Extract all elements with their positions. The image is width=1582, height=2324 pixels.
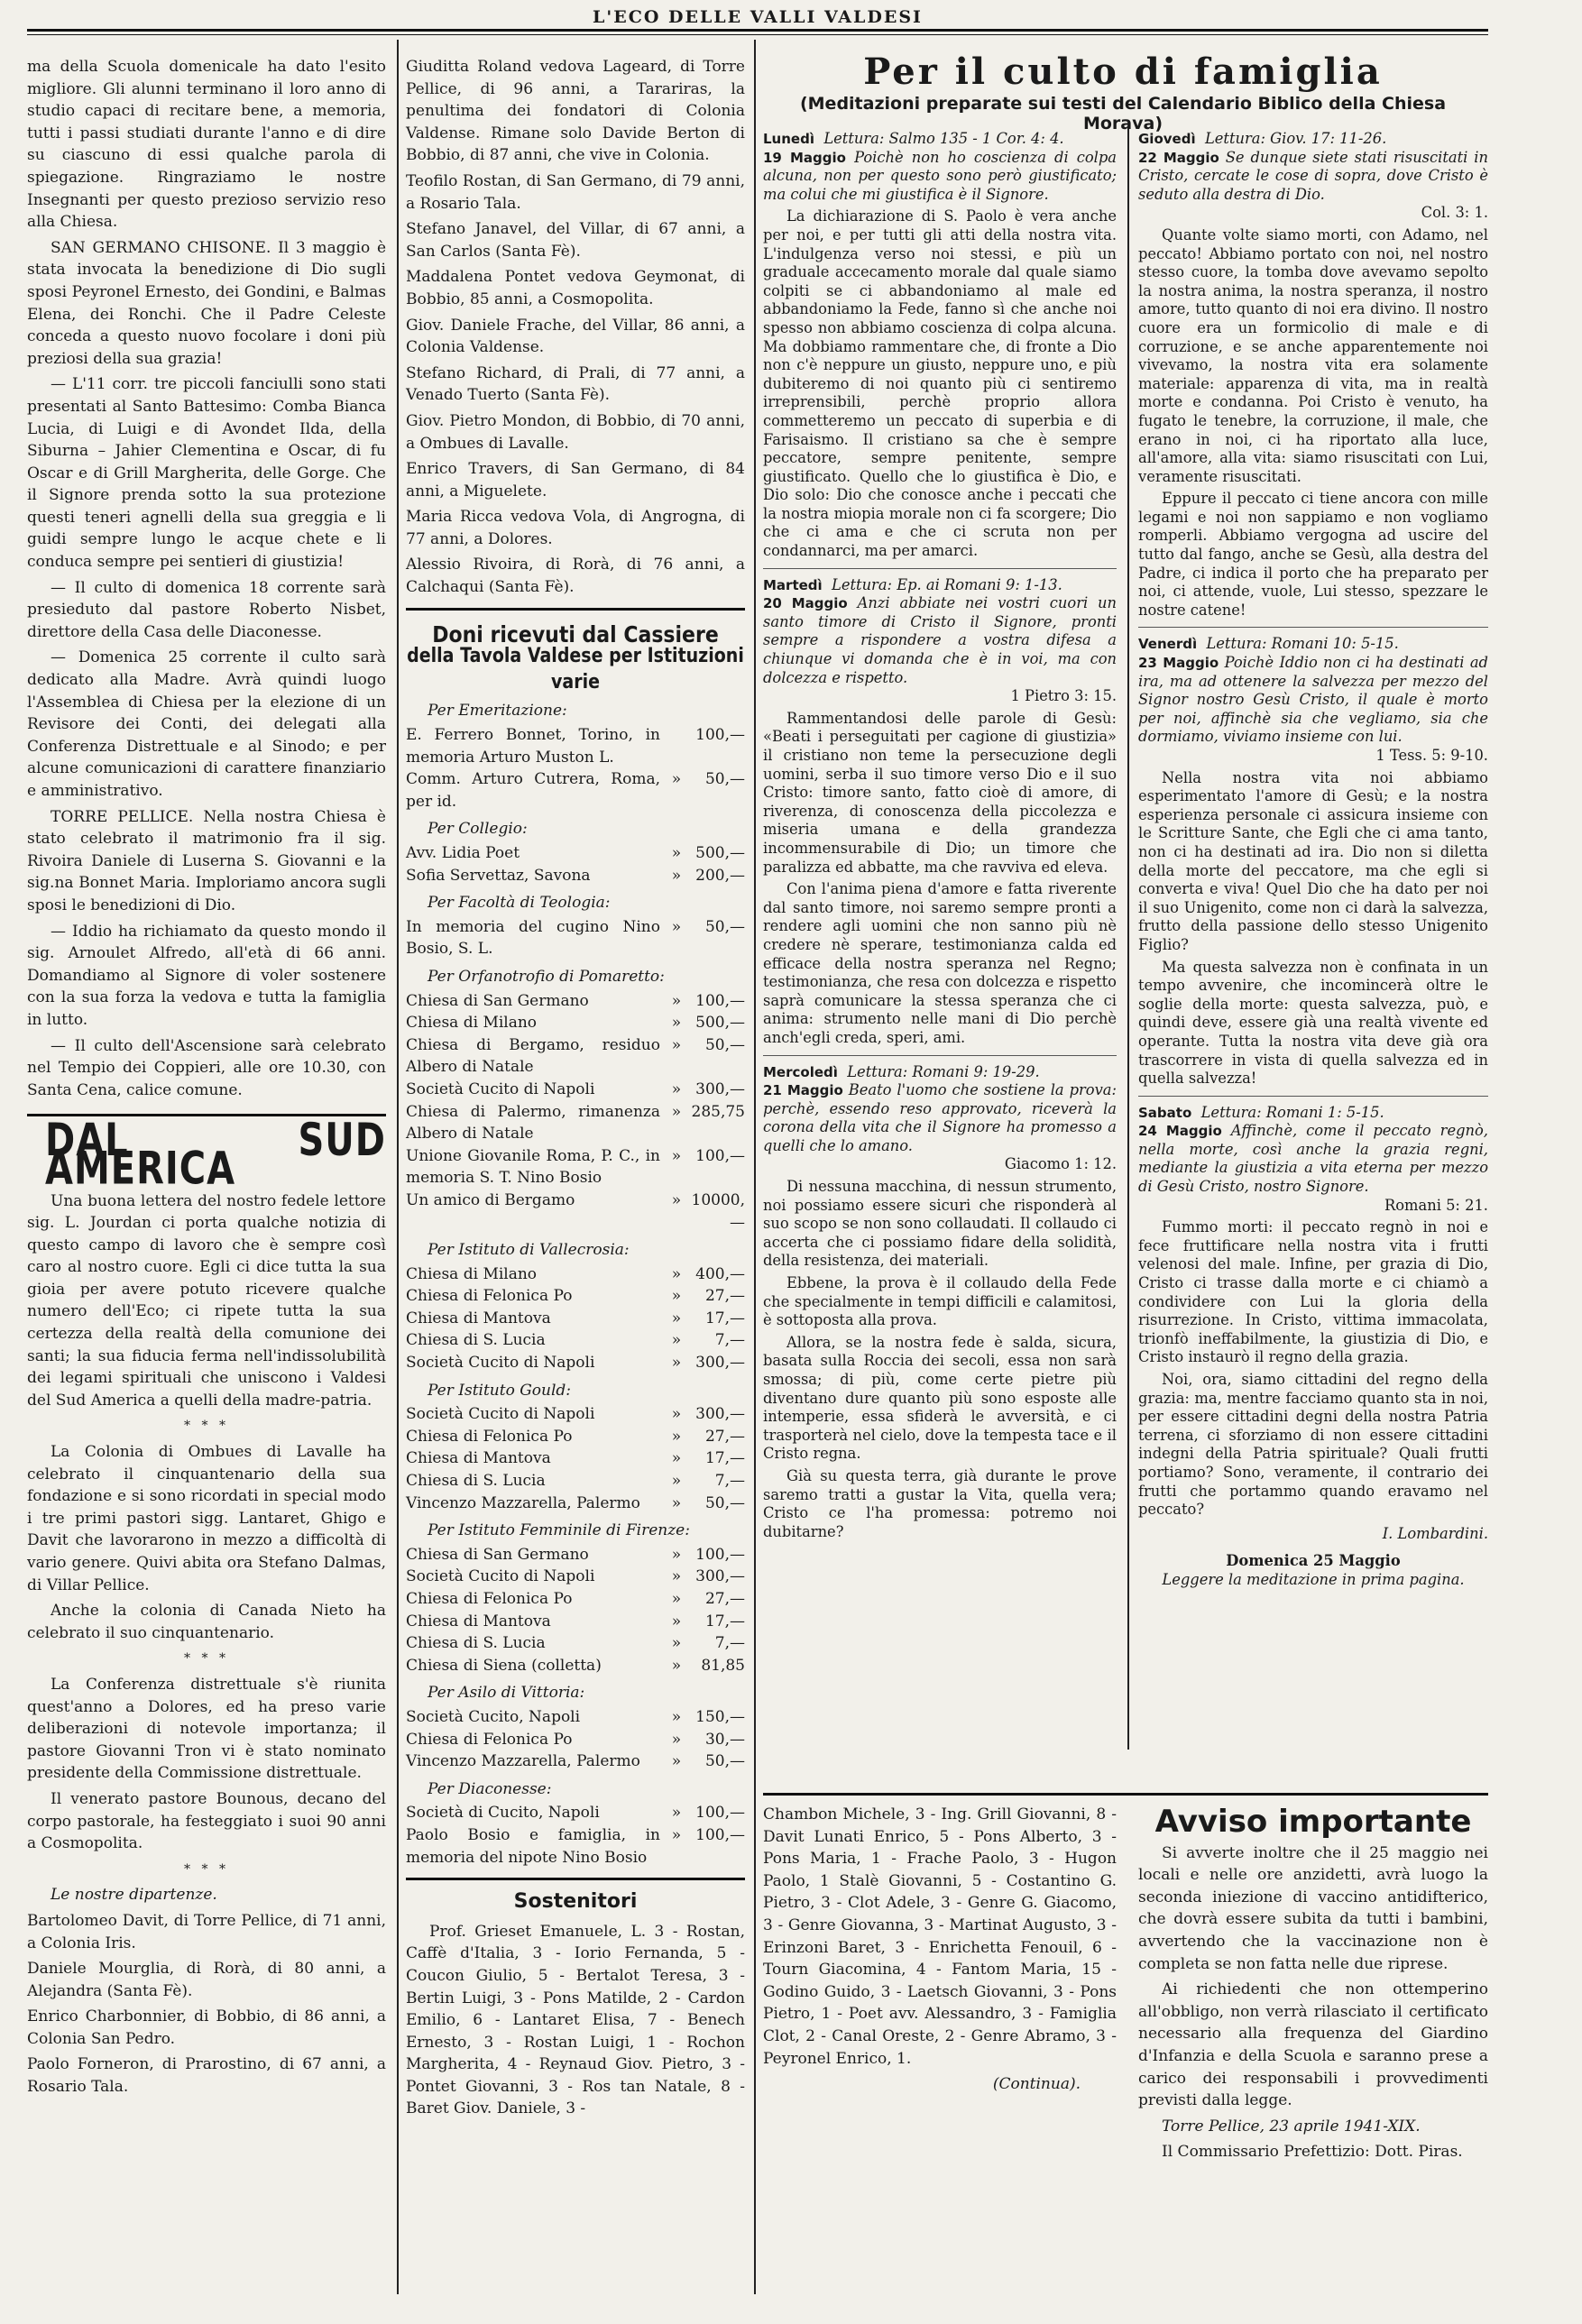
column-divider-1	[397, 40, 399, 2294]
masthead-rule-thin	[27, 34, 1488, 35]
donation-row	[406, 1190, 745, 1234]
ditto-mark: »	[671, 1707, 682, 1726]
donation-category: Per Diaconesse:	[428, 1779, 552, 1798]
bible-verse	[763, 149, 1117, 205]
donor-name: Chiesa di S. Lucia	[406, 1634, 546, 1653]
donations-subtitle: della Tavola Valdese per Istituzioni varie	[407, 644, 744, 694]
donor-name: Chiesa di Palermo, rimanenza Albero di Natale	[406, 1102, 660, 1144]
donor-name: Comm. Arturo Cutrera, Roma, per id.	[406, 770, 660, 811]
continued-note: (Continua).	[992, 2075, 1081, 2094]
donor-name: Società Cucito di Napoli	[406, 1405, 595, 1424]
departure-entry: Teofilo Rostan, di San Germano, di 79 anni, a Rosario Tala.	[406, 171, 745, 213]
day-name: Martedì	[763, 576, 823, 593]
ditto-mark: »	[671, 1287, 682, 1306]
supporters-text: Prof. Grieset Emanuele, L. 3 - Rostan, Caffè d'Italia, 3 - Iorio Fernanda, 5 - Coucon Giulio, 5 - Bertalot Teresa, 3 - Bertin Luigi, 3 - Pons Matilde, 2 - Cardon Emilio, 6 - Lantaret Elisa, 7 - Benech Ernesto, 3 - Rostan Luigi, 1 - Rochon Margherita, 4 - Reynaud Giov. Pietro, 3 - Pontet Giovanni, 3 - Ros tan Natale, 8 - Baret Giov. Daniele, 3 -	[406, 1922, 745, 2118]
reading-ref: Lettura: Romani 9: 19-29.	[847, 1062, 1040, 1080]
donation-row	[406, 1750, 745, 1773]
ditto-mark: »	[671, 1493, 682, 1512]
masthead-rule	[27, 29, 1488, 32]
ditto-mark: »	[671, 1014, 682, 1033]
donation-amount: 50,—	[704, 1493, 745, 1512]
ditto-mark: »	[671, 1354, 682, 1373]
bible-verse	[763, 1081, 1117, 1155]
donation-row	[406, 1403, 745, 1426]
day-separator	[1138, 627, 1488, 628]
author-signature: I. Lombardini.	[1382, 1524, 1488, 1542]
reading-ref: Lettura: Romani 10: 5-15.	[1206, 635, 1399, 653]
subsection-title: Le nostre dipartenze.	[51, 1886, 217, 1905]
donor-name: Società di Cucito, Napoli	[406, 1804, 600, 1823]
ditto-mark: »	[671, 1612, 682, 1630]
donation-row	[406, 1447, 745, 1470]
ditto-mark: »	[671, 1590, 682, 1608]
donation-row	[406, 1544, 745, 1566]
verse-reference: Col. 3: 1.	[1421, 204, 1488, 222]
donation-amount: 10000,—	[691, 1190, 745, 1232]
donation-row	[406, 1632, 745, 1655]
meditation-paragraph: Allora, se la nostra fede è salda, sicura, basata sulla Roccia dei secoli, essa non sarà smossa; di più, come certe pietre più diventano dure quanto più sono esposte alle intemperie, essa sfiderà le avversità, e ci trasporterà nel cielo, dove la tempesta tace e il Cristo regna.	[763, 1333, 1117, 1463]
meditation-header	[1138, 635, 1488, 654]
donor-name: Società Cucito di Napoli	[406, 1354, 595, 1373]
donation-amount: 17,—	[704, 1449, 745, 1468]
verse-reference: 1 Tess. 5: 9-10.	[1375, 747, 1488, 764]
donation-row	[406, 724, 745, 768]
news-paragraph: — Iddio ha richiamato da questo mondo il sig. Arnoulet Alfredo, all'età di 66 anni. Domandiamo al Signore di voler sostenere con la sua forza la vedova e tutta la famiglia in lutto.	[27, 922, 386, 1029]
donation-row	[406, 916, 745, 960]
donation-row	[406, 1101, 745, 1145]
ditto-mark: »	[671, 1804, 682, 1823]
family-worship-title: Per il culto di famiglia	[863, 51, 1383, 93]
donation-row	[406, 1012, 745, 1034]
donations-title: Doni ricevuti dal Cassiere	[432, 621, 719, 648]
ditto-mark: »	[671, 1634, 682, 1653]
meditation-paragraph: Con l'anima piena d'amore e fatta riverente dal santo timore, noi saremo sempre pronti a rendere agli uomini che non sanno più nè credere nè sperare, testimonianza calda ed efficace della nostra speranza nel Regno; testimonianza, che resa con dolcezza e rispetto saprà comunicare la stessa speranza che ci anima: strumento nelle mani di Dio perchè anch'egli creda, speri, ami.	[763, 880, 1117, 1046]
donor-name: Chiesa di Mantova	[406, 1449, 551, 1468]
meditation-paragraph: Di nessuna macchina, di nessun strumento, noi possiamo essere sicuri che risponderà al suo scopo se non sono collaudati. Il collaudo ci accerta che ci possiamo fidare della solidità, della resistenza, dei materiali.	[763, 1178, 1117, 1270]
donation-row	[406, 1824, 745, 1869]
donation-category: Per Istituto di Vallecrosia:	[428, 1241, 630, 1260]
donor-name: Chiesa di Milano	[406, 1014, 538, 1033]
donation-amount: 300,—	[695, 1567, 745, 1586]
donation-row	[406, 865, 745, 887]
donor-name: Società Cucito di Napoli	[406, 1079, 595, 1098]
donation-category: Per Orfanotrofio di Pomaretto:	[428, 967, 665, 986]
departure-entry: Maddalena Pontet vedova Geymonat, di Bobbio, 85 anni, a Cosmopolita.	[406, 268, 745, 308]
meditation-paragraph: Fummo morti: il peccato regnò in noi e fece fruttificare nella nostra vita i frutti velenosi del male. Infine, per grazia di Dio, Cristo ci trasse dalla morte e ci chiamò a condividere con Lui la gloria della risurrezione. In Cristo, vittima immacolata, trionfò ineffabilmente, la giustizia di Dio, e Cristo instaurò il regno della grazia.	[1138, 1218, 1488, 1366]
donation-category: Per Asilo di Vittoria:	[428, 1684, 585, 1703]
donor-name: Vincenzo Mazzarella, Palermo	[406, 1493, 640, 1512]
donation-amount: 150,—	[695, 1707, 745, 1726]
donor-name: In memoria del cugino Nino Bosio, S. L.	[406, 917, 660, 959]
donation-row	[406, 1263, 745, 1286]
supporters-text: Chambon Michele, 3 - Ing. Grill Giovanni, 8 - Davit Lunati Enrico, 5 - Pons Alberto, 3 - Pons Maria, 1 - Frache Paolo, 3 - Hugon Paolo, 1 Stalè Giovanni, 5 - Costantino G. Pietro, 3 - Clot Adele, 3 - Genre G. Giacomo, 3 - Genre Giovanna, 3 - Martinat Augusto, 3 - Erinzoni Baret, 3 - Enrichetta Fenouil, 6 - Tourn Giacomina, 4 - Fantom Maria, 15 - Godino Guido, 3 - Laetsch Giovanni, 3 - Pons Pietro, 1 - Poet avv. Alessandro, 3 - Famiglia Clot, 2 - Canal Oreste, 2 - Genre Abramo, 3 - Peyronel Enrico, 1.	[763, 1805, 1117, 2068]
column-4	[1138, 123, 1488, 1590]
donation-amount: 50,—	[704, 1752, 745, 1771]
donation-amount: 285,75	[691, 1102, 745, 1121]
day-date: 20 Maggio	[763, 595, 848, 612]
ditto-mark: »	[671, 1190, 682, 1209]
ditto-mark: »	[671, 1146, 682, 1165]
donation-row	[406, 1470, 745, 1493]
meditation-header	[1138, 1104, 1488, 1123]
ditto-mark: »	[671, 1405, 682, 1424]
day-date: 23 Maggio	[1138, 655, 1219, 672]
donor-name: Società Cucito di Napoli	[406, 1567, 595, 1586]
donation-amount: 300,—	[695, 1405, 745, 1424]
donor-name: Chiesa di San Germano	[406, 1545, 589, 1564]
day-separator	[763, 568, 1117, 569]
donation-amount: 100,—	[695, 1545, 745, 1564]
day-name: Sabato	[1138, 1104, 1192, 1121]
donor-name: Chiesa di Milano	[406, 1264, 538, 1283]
notice-signer: Il Commissario Prefettizio: Dott. Piras.	[1162, 2143, 1463, 2162]
departure-entry: Enrico Travers, di San Germano, di 84 anni, a Miguelete.	[406, 460, 745, 501]
column-3	[763, 123, 1117, 1545]
news-paragraph: Il venerato pastore Bounous, decano del corpo pastorale, ha festeggiato i suoi 90 anni a Cosmopolita.	[27, 1789, 386, 1853]
donor-name: Chiesa di S. Lucia	[406, 1331, 546, 1350]
meditation-day	[763, 1063, 1117, 1542]
ditto-mark: »	[671, 1752, 682, 1771]
day-date: 22 Maggio	[1138, 149, 1219, 166]
donation-amount: 300,—	[695, 1079, 745, 1098]
donor-name: Sofia Servettaz, Savona	[406, 866, 591, 885]
donation-amount: 100,—	[695, 1825, 745, 1844]
donor-name: Avv. Lidia Poet	[406, 844, 520, 862]
donation-amount: 30,—	[704, 1730, 745, 1749]
donor-name: Chiesa di Siena (colletta)	[406, 1656, 602, 1675]
donation-row	[406, 1493, 745, 1515]
donor-name: Un amico di Bergamo	[406, 1190, 575, 1209]
departure-entry: Paolo Forneron, di Prarostino, di 67 anni, a Rosario Tala.	[27, 2055, 386, 2097]
departure-entry: Bartolomeo Davit, di Torre Pellice, di 71 anni, a Colonia Iris.	[27, 1911, 386, 1952]
departure-entry: Stefano Janavel, del Villar, di 67 anni, a San Carlos (Santa Fè).	[406, 220, 745, 261]
meditation-day	[763, 576, 1117, 1048]
departure-entry: Alessio Rivoira, di Rorà, di 76 anni, a Calchaqui (Santa Fè).	[406, 556, 745, 597]
meditation-day	[1138, 130, 1488, 620]
news-paragraph: — Il culto di domenica 18 corrente sarà presieduto dal pastore Roberto Nisbet, direttore della Casa delle Diaconesse.	[27, 578, 386, 641]
meditation-day	[1138, 1104, 1488, 1520]
bible-verse	[1138, 1122, 1488, 1196]
sunday-note: Leggere la meditazione in prima pagina.	[1162, 1570, 1465, 1588]
donor-name: Unione Giovanile Roma, P. C., in memoria S. T. Nino Bosio	[406, 1146, 660, 1188]
news-paragraph: — L'11 corr. tre piccoli fanciulli sono stati presentati al Santo Battesimo: Comba Bianca Lucia, di Luigi e di Avondet Ilda, della Siburna – Jahier Clementina e Oscar, di fu Oscar e di Grill Margherita, delle Gorge. Che il Signore prenda sotto la sua protezione questi teneri agnelli della sua greggia e li guidi sempre lungo le acque chete e li conduca sempre pei sentieri di giustizia!	[27, 375, 386, 572]
supporters-continued	[763, 1804, 1117, 2096]
meditation-header	[763, 576, 1117, 595]
meditation-header	[763, 130, 1117, 149]
donation-amount: 100,—	[695, 991, 745, 1010]
news-paragraph: Una buona lettera del nostro fedele lettore sig. L. Jourdan ci porta qualche notizia di questo campo di lavoro che è sempre così caro al nostro cuore. Egli ci dice tutta la sua gioia per avere potuto ricevere qualche numero dell'Eco; ci ripete tutta la sua certezza della realtà della comunione dei santi; la sua fiducia ferma nell'indissolubilità dei legami spirituali che uniscono i Valdesi del Sud America a quelli della madre-patria.	[27, 1191, 386, 1410]
donor-name: Società Cucito, Napoli	[406, 1707, 581, 1726]
verse-text: Poichè Iddio non ci ha destinati ad ira, ma ad ottenere la salvezza per mezzo del Signor nostro Gesù Cristo, il quale è morto per noi, affinchè sia che vegliamo, sia che dormiamo, viviamo insieme con lui.	[1138, 654, 1488, 746]
ditto-mark: »	[671, 1079, 682, 1098]
verse-text: Affinchè, come il peccato regnò, nella morte, così anche la grazia regni, mediante la giustizia a vita eterna per mezzo di Gesù Cristo, nostro Signore.	[1138, 1122, 1488, 1196]
donation-amount: 81,85	[701, 1656, 745, 1675]
news-paragraph: SAN GERMANO CHISONE. Il 3 maggio è stata invocata la benedizione di Dio sugli sposi Peyronel Ernesto, dei Gondini, e Balmas Elena, dei Ronchi. Che il Padre Celeste conceda a questo nuovo focolare i doni più preziosi della sua grazia!	[27, 238, 386, 368]
donation-amount: 100,—	[695, 1804, 745, 1823]
donation-category: Per Istituto Femminile di Firenze:	[428, 1521, 690, 1540]
day-name: Lunedì	[763, 131, 814, 147]
notice-paragraph: Si avverte inoltre che il 25 maggio nei locali e nelle ore anzidetti, avrà luogo la seconda iniezione di vaccino antidifterico, che dovrà essere subita da tutti i bambini, avvertendo che la vaccinazione non è completa se non fatta nelle due riprese.	[1138, 1843, 1488, 1973]
separator-stars: * * *	[184, 1861, 229, 1877]
notice-paragraph: Ai richiedenti che non ottemperino all'obbligo, non verrà rilasciato il certificato necessario alla frequenza del Giardino d'Infanzia e della Scuola e saranno prese a carico dei responsabili i provvedimenti previsti dalla legge.	[1138, 1980, 1488, 2110]
separator-stars: * * *	[184, 1651, 229, 1667]
newspaper-masthead: L'ECO DELLE VALLI VALDESI	[593, 7, 923, 27]
ditto-mark: »	[671, 844, 682, 862]
meditation-day	[763, 130, 1117, 561]
ditto-mark: »	[671, 991, 682, 1010]
verse-text: Beato l'uomo che sostiene la prova: perchè, essendo reso approvato, riceverà la corona della vita che il Signore ha promesso a quelli che lo amano.	[763, 1081, 1117, 1154]
section-rule	[763, 1793, 1488, 1796]
donation-row	[406, 1079, 745, 1101]
meditation-day	[1138, 635, 1488, 1088]
ditto-mark: »	[671, 1035, 682, 1054]
donor-name: Chiesa di Felonica Po	[406, 1590, 573, 1608]
ditto-mark: »	[671, 1309, 682, 1327]
donation-amount: 27,—	[704, 1287, 745, 1306]
reading-ref: Lettura: Salmo 135 - 1 Cor. 4: 4.	[823, 130, 1064, 147]
donations-list	[406, 700, 745, 1869]
separator-stars: * * *	[184, 1419, 229, 1434]
ditto-mark: »	[671, 770, 682, 789]
section-rule	[406, 608, 745, 611]
donor-name: E. Ferrero Bonnet, Torino, in memoria Arturo Muston L.	[406, 726, 660, 767]
sunday-title: Domenica 25 Maggio	[1226, 1552, 1401, 1570]
news-paragraph: — Domenica 25 corrente il culto sarà dedicato alla Madre. Avrà quindi luogo l'Assemblea di Chiesa per la elezione di un Revisore dei Conti, dei delegati alla Conferenza Distrettuale e al Sinodo; e per alcune comunicazioni di carattere finanziario e amministrativo.	[27, 648, 386, 800]
bible-verse	[1138, 654, 1488, 747]
notice-date: Torre Pellice, 23 aprile 1941-XIX.	[1162, 2117, 1421, 2136]
donation-amount: 27,—	[704, 1590, 745, 1608]
departure-entry: Giov. Pietro Mondon, di Bobbio, di 70 anni, a Ombues di Lavalle.	[406, 411, 745, 453]
day-name: Venerdì	[1138, 636, 1198, 653]
donation-amount: 17,—	[704, 1309, 745, 1327]
donation-amount: 50,—	[704, 917, 745, 936]
donation-row	[406, 1329, 745, 1352]
meditation-paragraph: Rammentandosi delle parole di Gesù: «Beati i perseguitati per cagione di giustizia» il cristiano non teme la persecuzione degli uomini, serba il suo timore verso Dio e il suo Cristo: timore santo, fatto cioè di amore, di riverenza, di conoscenza della piccolezza e miseria umana e della grandezza incommensurabile di Dio; un timore che paralizza ed abbatte, ma che ravviva ed eleva.	[763, 709, 1117, 876]
donation-row	[406, 1034, 745, 1079]
donation-row	[406, 1352, 745, 1374]
day-separator	[763, 1055, 1117, 1056]
donation-row	[406, 990, 745, 1013]
notice-title: Avviso importante	[1154, 1804, 1472, 1840]
verse-reference: Romani 5: 21.	[1384, 1196, 1488, 1214]
donation-category: Per Emeritazione:	[428, 702, 567, 721]
bible-verse	[1138, 149, 1488, 205]
departure-entry: Daniele Mourglia, di Rorà, di 80 anni, a Alejandra (Santa Fè).	[27, 1960, 386, 2000]
departure-entry: Giuditta Roland vedova Lageard, di Torre Pellice, di 96 anni, a Tarariras, la penultima dei fondatori di Colonia Valdense. Rimane solo Davide Berton di Bobbio, di 87 anni, che vive in Colonia.	[406, 58, 745, 165]
donation-row	[406, 1802, 745, 1824]
meditation-paragraph: Ebbene, la prova è il collaudo della Fede che specialmente in tempi difficili e calamitosi, è sottoposta alla prova.	[763, 1274, 1117, 1329]
reading-ref: Lettura: Ep. ai Romani 9: 1-13.	[832, 575, 1062, 593]
donation-amount: 500,—	[695, 1014, 745, 1033]
donor-name: Chiesa di Mantova	[406, 1612, 551, 1630]
ditto-mark: »	[671, 1825, 682, 1844]
ditto-mark: »	[671, 917, 682, 936]
meditation-paragraph: La dichiarazione di S. Paolo è vera anche per noi, e per tutti gli atti della nostra vita. L'indulgenza verso noi stessi, e più un graduale accecamento morale dal quale siamo colpiti se ci abbandoniamo al male ed abbandoniamo la Fede, fanno sì che anche noi spesso non abbiamo coscienza di colpa alcuna. Ma dobbiamo rammentare che, di fronte a Dio non c'è neppure un giusto, neppure uno, e più dubiteremo di noi quanto più ci sentiremo irreprensibili, perchè proprio allora commetteremo un peccato di superbia e di Farisaismo. Il cristiano sa che è sempre peccatore, sempre penitente, sempre giustificato. Quello che lo giustifica è Dio, e Dio solo: Dio che conosce anche i peccati che la nostra miopia morale non ci fa scorgere; Dio che ci ama e che ci scruta non per condannarci, ma per amarci.	[763, 207, 1117, 560]
departure-entry: Maria Ricca vedova Vola, di Angrogna, di 77 anni, a Dolores.	[406, 508, 745, 548]
donation-row	[406, 1566, 745, 1588]
column-2	[406, 56, 745, 2124]
departure-entry: Enrico Charbonnier, di Bobbio, di 86 anni, a Colonia San Pedro.	[27, 2007, 386, 2048]
ditto-mark: »	[671, 1449, 682, 1468]
bible-verse	[763, 594, 1117, 687]
verse-text: Poichè non ho coscienza di colpa alcuna, non per questo sono però giustificato; ma colui che mi giustifica è il Signore.	[763, 148, 1117, 203]
donation-row	[406, 1706, 745, 1729]
ditto-mark: »	[671, 1427, 682, 1446]
donation-amount: 7,—	[714, 1331, 745, 1350]
supporters-title: Sostenitori	[513, 1890, 638, 1914]
ditto-mark: »	[671, 1656, 682, 1675]
reading-ref: Lettura: Romani 1: 5-15.	[1200, 1103, 1384, 1121]
column-divider-2	[754, 40, 756, 2294]
donor-name: Chiesa di San Germano	[406, 991, 589, 1010]
donation-amount: 17,—	[704, 1612, 745, 1630]
day-date: 21 Maggio	[763, 1082, 843, 1099]
donor-name: Vincenzo Mazzarella, Palermo	[406, 1752, 640, 1771]
donation-amount: 100,—	[695, 726, 745, 745]
day-name: Mercoledì	[763, 1063, 838, 1080]
donor-name: Chiesa di Felonica Po	[406, 1427, 573, 1446]
verse-text: Anzi abbiate nei vostri cuori un santo timore di Cristo il Signore, pronti sempre a rispondere a vostra difesa a chiunque vi domanda che è in voi, ma con dolcezza e rispetto.	[763, 594, 1117, 686]
ditto-mark: »	[671, 1264, 682, 1283]
donor-name: Chiesa di Bergamo, residuo Albero di Natale	[406, 1035, 660, 1077]
news-paragraph: ma della Scuola domenicale ha dato l'esito migliore. Gli alunni terminano il loro anno di studio capaci di recitare bene, a memoria, tutti i passi studiati durante l'anno e di dire su ciascuno di essi qualche parola di spiegazione. Ringraziamo le nostre Insegnanti per questo prezioso servizio reso alla Chiesa.	[27, 58, 386, 232]
donation-amount: 400,—	[695, 1264, 745, 1283]
donation-category: Per Istituto Gould:	[428, 1381, 572, 1400]
news-paragraph: Anche la colonia di Canada Nieto ha celebrato il suo cinquantenario.	[27, 1602, 386, 1642]
news-paragraph: TORRE PELLICE. Nella nostra Chiesa è stato celebrato il matrimonio fra il sig. Rivoira Daniele di Luserna S. Giovanni e la sig.na Bonnet Maria. Imploriamo ancora sugli sposi le benedizioni di Dio.	[27, 807, 386, 914]
ditto-mark: »	[671, 1730, 682, 1749]
departure-entry: Stefano Richard, di Prali, di 77 anni, a Venado Tuerto (Santa Fè).	[406, 363, 745, 405]
ditto-mark: »	[671, 1331, 682, 1350]
donation-row	[406, 1308, 745, 1330]
donor-name: Chiesa di Mantova	[406, 1309, 551, 1327]
column-1	[27, 56, 386, 2102]
donation-amount: 50,—	[704, 770, 745, 789]
news-paragraph: La Conferenza distrettuale s'è riunita quest'anno a Dolores, ed ha preso varie deliberazioni di notevole importanza; il pastore Giovanni Tron vi è stato nominato presidente della Commissione distrettuale.	[27, 1675, 386, 1783]
donation-amount: 500,—	[695, 844, 745, 862]
donation-amount: 300,—	[695, 1354, 745, 1373]
verse-text: Se dunque siete stati risuscitati in Cristo, cercate le cose di sopra, dove Cristo è seduto alla destra di Dio.	[1138, 148, 1488, 203]
day-date: 19 Maggio	[763, 149, 846, 166]
notice-box	[1138, 1804, 1488, 2167]
meditation-paragraph: Già su questa terra, già durante le prove saremo tratti a gustar la Vita, quella vera; Cristo ce l'ha promessa: potremo noi dubitarne?	[763, 1466, 1117, 1540]
donation-row	[406, 1729, 745, 1751]
donation-category: Per Facoltà di Teologia:	[428, 894, 611, 913]
donor-name: Chiesa di Felonica Po	[406, 1730, 573, 1749]
donation-row	[406, 1285, 745, 1308]
meditation-paragraph: Quante volte siamo morti, con Adamo, nel peccato! Abbiamo portato con noi, nel nostro stesso cuore, la tomba dove avevamo sepolto la nostra anima, la nostra speranza, il nostro amore, tutto quanto di noi era divino. Il nostro cuore era un formicolio di male e di corruzione, e se anche apparentemente noi vivevamo, la nostra vita era solamente materiale: apparenza di vita, ma in realtà morte e condanna. Poi Cristo è venuto, ha fugato le tenebre, la corruzione, il male, che erano in noi, ci ha riportato alla luce, all'amore, alla vita: siamo risuscitati con Lui, veramente risuscitati.	[1138, 225, 1488, 485]
donation-row	[406, 1611, 745, 1633]
donor-name: Chiesa di Felonica Po	[406, 1287, 573, 1306]
ditto-mark: »	[671, 1102, 682, 1121]
reading-ref: Lettura: Giov. 17: 11-26.	[1204, 130, 1387, 147]
donation-amount: 100,—	[695, 1146, 745, 1165]
donation-category: Per Collegio:	[428, 820, 528, 839]
meditation-paragraph: Noi, ora, siamo cittadini del regno della grazia: ma, mentre facciamo quanto sta in noi, per essere cittadini degni della nostra Patria terrena, ci sforziamo di non essere cittadini indegni della Patria spirituale? Quali frutti portiamo? Sono, veramente, il contrario dei frutti che portammo quando eravamo nel peccato?	[1138, 1371, 1488, 1519]
ditto-mark	[666, 724, 687, 768]
verse-reference: 1 Pietro 3: 15.	[1010, 687, 1117, 705]
ditto-mark: »	[671, 1472, 682, 1491]
departure-entry: Giov. Daniele Frache, del Villar, 86 anni, a Colonia Valdense.	[406, 316, 745, 357]
section-rule	[406, 1878, 745, 1880]
news-paragraph: — Il culto dell'Ascensione sarà celebrato nel Tempio dei Coppieri, alle ore 10.30, con Santa Cena, calice comune.	[27, 1036, 386, 1099]
donation-amount: 50,—	[704, 1035, 745, 1054]
donor-name: Paolo Bosio e famiglia, in memoria del nipote Nino Bosio	[406, 1825, 660, 1867]
donation-row	[406, 1655, 745, 1677]
donation-amount: 200,—	[695, 866, 745, 885]
verse-reference: Giacomo 1: 12.	[1004, 1155, 1117, 1173]
donation-row	[406, 1426, 745, 1448]
column-divider-3	[1127, 126, 1129, 1750]
ditto-mark: »	[671, 866, 682, 885]
ditto-mark: »	[671, 1567, 682, 1586]
meditation-header	[1138, 130, 1488, 149]
donor-name: Chiesa di S. Lucia	[406, 1472, 546, 1491]
donation-amount: 7,—	[714, 1472, 745, 1491]
day-name: Giovedì	[1138, 131, 1196, 147]
meditation-paragraph: Ma questa salvezza non è confinata in un tempo avvenire, che incomincerà oltre le soglie della morte: questa salvezza, può, e quindi deve, essere già una realtà vivente ed operante. Tutta la nostra vita deve già ora trascorrere in vista di quella salvezza ed in quella salvezza!	[1138, 958, 1488, 1088]
donation-row	[406, 768, 745, 813]
meditation-paragraph: Eppure il peccato ci tiene ancora con mille legami e noi non sappiamo e non vogliamo romperli. Abbiamo vergogna ad uscire del tutto dal fango, anche se Gesù, alla destra del Padre, ci indica il porto che ha preparato per noi, ci attende, vuole, Lui stesso, spezzare le nostre catene!	[1138, 490, 1488, 619]
donation-amount: 27,—	[704, 1427, 745, 1446]
donation-row	[406, 842, 745, 865]
news-paragraph: La Colonia di Ombues di Lavalle ha celebrato il cinquantenario della sua fondazione e si sono ricordati in special modo i tre primi pastori sigg. Lantaret, Ghigo e Davit che lavorarono in mezzo a difficoltà di vario genere. Quivi abita ora Stefano Dalmas, di Villar Pellice.	[27, 1443, 386, 1594]
donation-amount: 7,—	[714, 1634, 745, 1653]
meditation-header	[763, 1063, 1117, 1082]
donation-row	[406, 1588, 745, 1611]
day-separator	[1138, 1096, 1488, 1097]
ditto-mark: »	[671, 1545, 682, 1564]
meditation-paragraph: Nella nostra vita noi abbiamo esperimentato l'amore di Gesù; e la nostra esperienza personale ci assicura insieme con le Scritture Sante, che Egli che ci ama tanto, non ci ha destinati ad ira. Dio non si diletta della morte del peccatore, ma che egli si converta e viva! Quel Dio che ha dato per noi il suo Unigenito, come non ci darà la salvezza, frutto della passione dello stesso Unigenito Figlio?	[1138, 768, 1488, 953]
day-date: 24 Maggio	[1138, 1123, 1222, 1140]
donation-row	[406, 1145, 745, 1190]
section-title: DAL SUD AMERICA	[45, 1115, 386, 1195]
family-worship-subtitle: (Meditazioni preparate sui testi del Calendario Biblico della Chiesa Morava)	[799, 94, 1447, 133]
